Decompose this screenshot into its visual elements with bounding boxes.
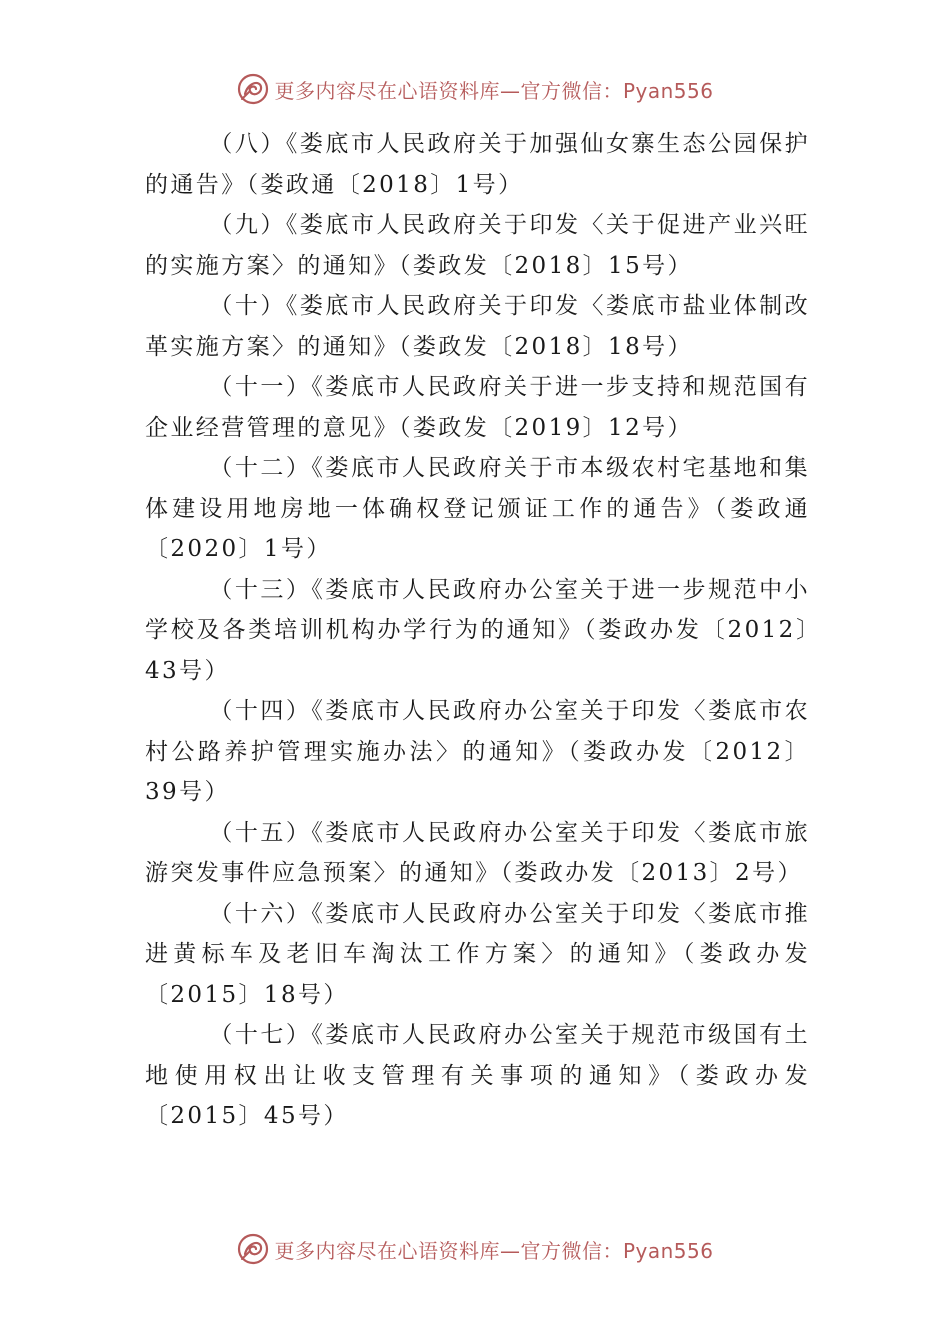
- list-item: （八）《娄底市人民政府关于加强仙女寨生态公园保护的通告》（娄政通〔2018〕1号）: [145, 131, 810, 198]
- watermark-header: [0, 72, 950, 106]
- list-item: （十四）《娄底市人民政府办公室关于印发〈娄底市农村公路养护管理实施办法〉的通知》（娄政办发〔2012〕39号）: [145, 698, 810, 805]
- list-item: （九）《娄底市人民政府关于印发〈关于促进产业兴旺的实施方案〉的通知》（娄政发〔2018〕15号）: [145, 212, 810, 279]
- list-item: （十七）《娄底市人民政府办公室关于规范市级国有土地使用权出让收支管理有关事项的通知》（娄政办发〔2015〕45号）: [145, 1022, 810, 1129]
- watermark-footer: [0, 1232, 950, 1266]
- list-item: （十五）《娄底市人民政府办公室关于印发〈娄底市旅游突发事件应急预案〉的通知》（娄政办发〔2013〕2号）: [145, 819, 810, 886]
- document-body: [145, 124, 810, 1137]
- list-item: （十二）《娄底市人民政府关于市本级农村宅基地和集体建设用地房地一体确权登记颁证工作的通告》（娄政通〔2020〕1号）: [145, 455, 810, 562]
- watermark-text: 更多内容尽在心语资料库—官方微信：Pyan556: [274, 1238, 714, 1263]
- list-item: （十六）《娄底市人民政府办公室关于印发〈娄底市推进黄标车及老旧车淘汰工作方案〉的通知》（娄政办发〔2015〕18号）: [145, 900, 810, 1008]
- list-item: （十三）《娄底市人民政府办公室关于进一步规范中小学校及各类培训机构办学行为的通知》（娄政办发〔2012〕43号）: [145, 576, 810, 684]
- list-item: （十一）《娄底市人民政府关于进一步支持和规范国有企业经营管理的意见》（娄政发〔2019〕12号）: [145, 374, 810, 441]
- watermark-text: 更多内容尽在心语资料库—官方微信：Pyan556: [274, 78, 714, 103]
- list-item: （十）《娄底市人民政府关于印发〈娄底市盐业体制改革实施方案〉的通知》（娄政发〔2018〕18号）: [145, 293, 810, 360]
- swirl-logo-icon: [236, 1232, 270, 1266]
- swirl-logo-icon: [236, 72, 270, 106]
